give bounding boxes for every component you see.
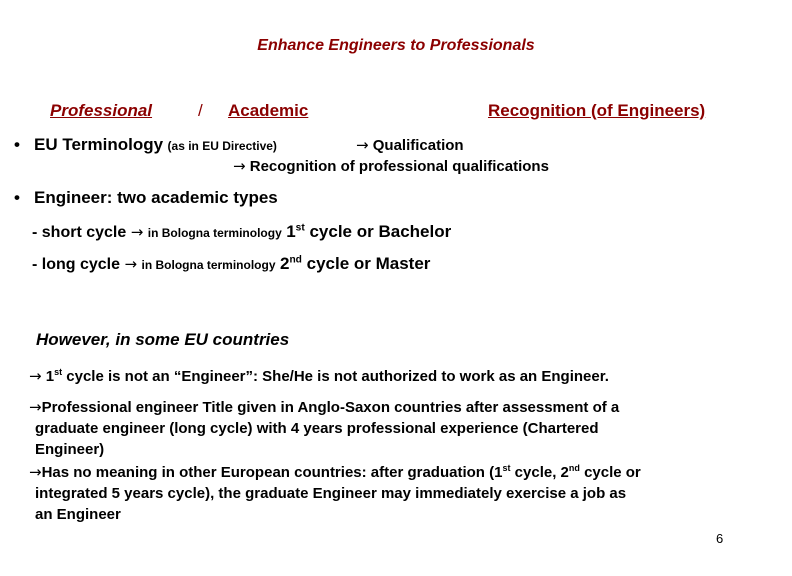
qualification-line xyxy=(356,136,464,154)
eu-terminology-line xyxy=(14,135,277,155)
recognition-label: Recognition of professional qualifications xyxy=(249,158,549,175)
short-cycle-line xyxy=(32,222,451,242)
long-cycle-label: - long cycle xyxy=(32,256,121,273)
point-first-cycle: → 1st cycle is not an “Engineer”: She/He is not authorized to work as an Engineer. xyxy=(29,367,609,385)
arrow-right-icon: → xyxy=(130,223,144,241)
arrow-right-icon: → xyxy=(29,398,42,416)
engineer-types-heading xyxy=(14,188,278,208)
bologna-note: in Bologna terminology xyxy=(141,258,276,272)
first-cycle-label: 1st cycle or Bachelor xyxy=(286,222,452,241)
long-cycle-line xyxy=(32,254,430,274)
arrow-right-icon: → xyxy=(29,463,42,481)
slide-title: Enhance Engineers to Professionals xyxy=(257,37,535,54)
bologna-note: in Bologna terminology xyxy=(147,226,282,240)
page-number: 6 xyxy=(716,531,724,546)
qualification-label: Qualification xyxy=(372,137,464,154)
point-no-meaning: →Has no meaning in other European countries: after graduation (1st cycle, 2nd cycle or integrated 5 years cycle), the graduate Engineer may immediately exercise a job as an Engineer xyxy=(29,463,641,523)
bullet-icon: • xyxy=(14,188,20,207)
eu-terminology-label: EU Terminology xyxy=(34,135,164,154)
arrow-right-icon: → xyxy=(124,255,138,273)
second-cycle-label: 2nd cycle or Master xyxy=(279,254,431,273)
engineer-types-label: Engineer: two academic types xyxy=(34,188,278,207)
point-professional-engineer: →Professional engineer Title given in Anglo-Saxon countries after assessment of a graduate engineer (long cycle) with 4 years professional experience (Chartered Engineer) xyxy=(29,398,620,458)
short-cycle-label: - short cycle xyxy=(32,224,127,241)
header-professional: Professional xyxy=(50,101,153,120)
eu-directive-note: (as in EU Directive) xyxy=(167,139,277,153)
arrow-right-icon: → xyxy=(356,136,369,154)
however-heading: However, in some EU countries xyxy=(36,330,290,349)
header-recognition: Recognition (of Engineers) xyxy=(488,101,706,120)
recognition-line xyxy=(233,157,549,175)
bullet-icon: • xyxy=(14,135,20,154)
header-academic: Academic xyxy=(228,101,309,120)
arrow-right-icon: → xyxy=(29,367,42,385)
arrow-right-icon: → xyxy=(233,157,246,175)
header-slash: / xyxy=(198,101,203,120)
